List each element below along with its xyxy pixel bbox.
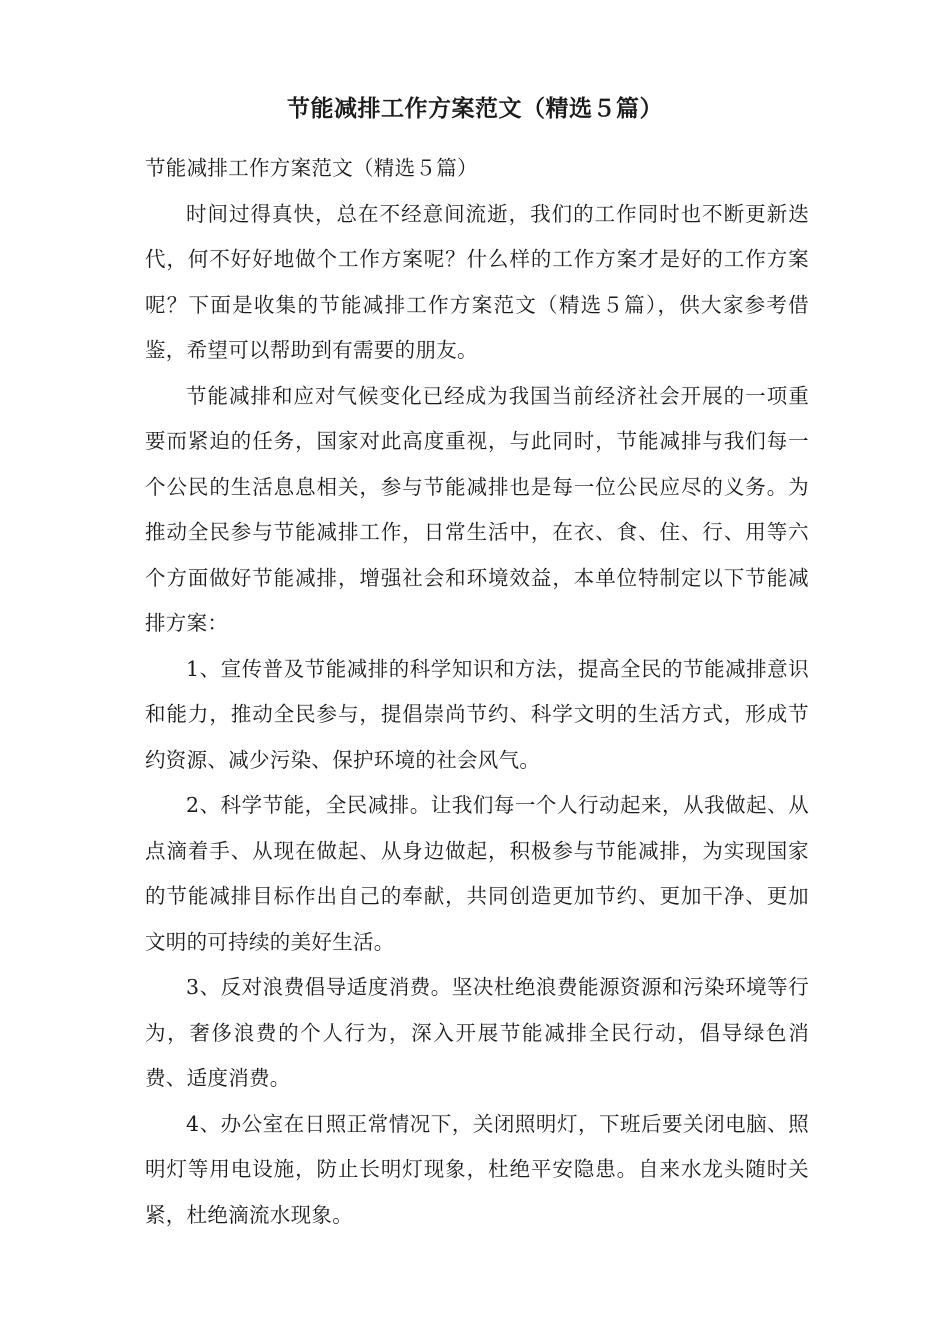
document-body (145, 146, 809, 1238)
paragraph-item-2: 2、科学节能，全民减排。让我们每一个人行动起来，从我做起、从点滴着手、从现在做起、从身边做起，积极参与节能减排，为实现国家的节能减排目标作出自己的奉献，共同创造更加节约、更加干净、更加文明的可持续的美好生活。 (145, 793, 809, 954)
paragraph-item-1: 1、宣传普及节能减排的科学知识和方法，提高全民的节能减排意识和能力，推动全民参与，提倡崇尚节约、科学文明的生活方式，形成节约资源、减少污染、保护环境的社会风气。 (145, 656, 809, 772)
paragraph-intro: 时间过得真快，总在不经意间流逝，我们的工作同时也不断更新迭代，何不好好地做个工作方案呢？什么样的工作方案才是好的工作方案呢？下面是收集的节能减排工作方案范文（精选５篇），供大家参考借鉴，希望可以帮助到有需要的朋友。 (145, 201, 809, 362)
paragraph-background: 节能减排和应对气候变化已经成为我国当前经济社会开展的一项重要而紧迫的任务，国家对此高度重视，与此同时，节能减排与我们每一个公民的生活息息相关，参与节能减排也是每一位公民应尽的义务。为推动全民参与节能减排工作，日常生活中，在衣、食、住、行、用等六个方面做好节能减排，增强社会和环境效益，本单位特制定以下节能减排方案： (145, 383, 809, 635)
paragraph-item-4: 4、办公室在日照正常情况下，关闭照明灯，下班后要关闭电脑、照明灯等用电设施，防止长明灯现象，杜绝平安隐患。自来水龙头随时关紧，杜绝滴流水现象。 (145, 1111, 809, 1227)
document-title: 节能减排工作方案范文（精选５篇） (287, 95, 663, 122)
document-subtitle: 节能减排工作方案范文（精选５篇） (145, 156, 478, 180)
paragraph-item-3: 3、反对浪费倡导适度消费。坚决杜绝浪费能源资源和污染环境等行为，奢侈浪费的个人行为，深入开展节能减排全民行动，倡导绿色消费、适度消费。 (145, 975, 809, 1090)
